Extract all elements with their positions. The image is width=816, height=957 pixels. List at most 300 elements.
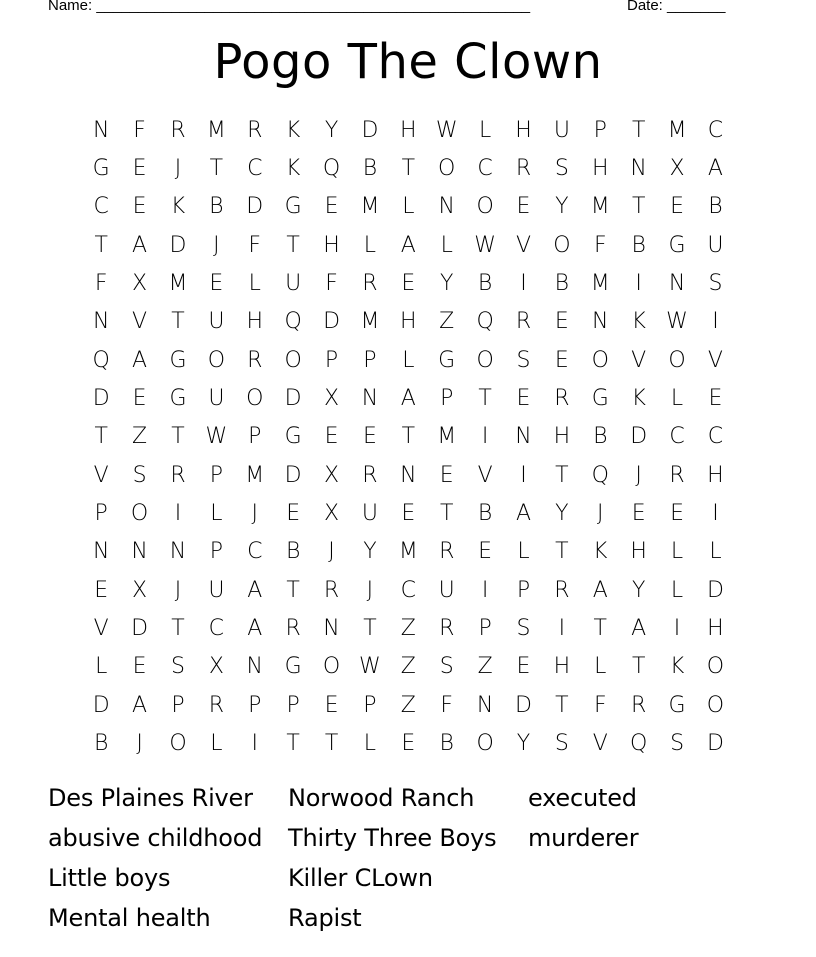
grid-cell: B: [477, 271, 493, 297]
grid-cell: T: [171, 616, 185, 642]
grid-cell: P: [516, 577, 531, 603]
grid-cell: D: [515, 692, 532, 718]
grid-cell: Q: [322, 156, 341, 182]
grid-cell: I: [635, 271, 642, 297]
grid-cell: T: [171, 424, 185, 450]
grid-cell: A: [400, 386, 416, 412]
grid-cell: R: [439, 539, 455, 565]
grid-cell: E: [324, 424, 339, 450]
grid-cell: A: [592, 577, 608, 603]
grid-cell: D: [92, 692, 110, 718]
grid-cell: E: [132, 156, 147, 182]
grid-cell: O: [322, 654, 341, 680]
grid-cell: E: [631, 501, 646, 527]
grid-cell: N: [361, 386, 379, 412]
grid-cell: V: [631, 347, 647, 373]
grid-cell: A: [247, 577, 263, 603]
grid-cell: B: [708, 194, 723, 220]
grid-cell: S: [132, 462, 147, 488]
grid-cell: G: [169, 386, 187, 412]
grid-cell: R: [170, 117, 186, 143]
worksheet-header: [48, 0, 748, 20]
grid-cell: C: [400, 577, 416, 603]
grid-cell: M: [245, 462, 265, 488]
grid-cell: C: [247, 539, 263, 565]
grid-cell: K: [631, 386, 646, 412]
grid-cell: E: [132, 386, 147, 412]
grid-cell: E: [401, 271, 416, 297]
grid-cell: A: [132, 692, 148, 718]
grid-cell: K: [669, 654, 685, 680]
grid-cell: Q: [630, 731, 648, 757]
grid-cell: Y: [631, 577, 646, 603]
grid-cell: T: [439, 501, 454, 527]
grid-cell: I: [712, 309, 719, 335]
grid-cell: L: [670, 386, 684, 412]
grid-cell: R: [247, 347, 263, 373]
grid-cell: U: [208, 309, 225, 335]
grid-cell: M: [667, 117, 687, 143]
grid-cell: P: [593, 117, 607, 143]
grid-cell: H: [515, 117, 532, 143]
grid-cell: O: [553, 232, 571, 258]
grid-cell: R: [515, 309, 532, 335]
grid-cell: I: [174, 501, 182, 527]
grid-cell: T: [631, 194, 646, 220]
grid-cell: U: [361, 501, 378, 527]
grid-cell: N: [92, 309, 110, 335]
name-field-label: Name: ____________________________________________________: [48, 0, 531, 14]
grid-cell: V: [707, 347, 723, 373]
grid-cell: T: [209, 156, 224, 182]
word-list-item: Des Plaines River: [48, 784, 253, 812]
grid-cell: O: [591, 347, 609, 373]
grid-cell: I: [251, 731, 258, 757]
grid-cell: C: [669, 424, 685, 450]
grid-cell: N: [515, 424, 532, 450]
grid-cell: Z: [439, 309, 455, 335]
word-list-item: Killer CLown: [288, 864, 433, 892]
grid-cell: E: [362, 424, 377, 450]
grid-cell: R: [208, 692, 225, 718]
grid-cell: K: [285, 156, 301, 182]
grid-cell: N: [169, 539, 187, 565]
grid-cell: G: [591, 386, 609, 412]
grid-cell: M: [168, 271, 188, 297]
grid-cell: X: [324, 501, 340, 527]
grid-cell: P: [363, 692, 377, 718]
grid-cell: Q: [92, 347, 110, 373]
grid-cell: L: [363, 731, 377, 757]
grid-cell: G: [169, 347, 187, 373]
grid-cell: E: [516, 194, 531, 220]
grid-cell: W: [205, 424, 228, 450]
grid-cell: B: [93, 731, 109, 757]
grid-cell: R: [362, 271, 378, 297]
grid-cell: N: [630, 156, 647, 182]
grid-cell: T: [555, 539, 569, 565]
grid-cell: D: [284, 462, 302, 488]
grid-cell: V: [132, 309, 148, 335]
grid-cell: K: [593, 539, 608, 565]
grid-cell: V: [477, 462, 493, 488]
grid-cell: U: [438, 577, 455, 603]
grid-cell: O: [438, 156, 456, 182]
grid-cell: O: [207, 347, 226, 373]
grid-cell: H: [400, 309, 417, 335]
grid-cell: P: [171, 692, 185, 718]
grid-cell: J: [136, 731, 143, 757]
grid-cell: G: [284, 424, 302, 450]
grid-cell: T: [171, 309, 185, 335]
grid-cell: V: [515, 232, 532, 258]
grid-cell: Z: [132, 424, 148, 450]
grid-cell: B: [439, 731, 454, 757]
grid-cell: N: [476, 692, 494, 718]
grid-cell: I: [520, 271, 527, 297]
grid-cell: O: [130, 501, 149, 527]
grid-cell: M: [360, 194, 380, 220]
grid-cell: E: [324, 194, 339, 220]
grid-cell: U: [285, 271, 302, 297]
grid-cell: R: [247, 117, 263, 143]
grid-cell: N: [246, 654, 263, 680]
word-list-item: abusive childhood: [48, 824, 263, 852]
grid-cell: D: [169, 232, 187, 258]
grid-cell: J: [366, 577, 374, 603]
grid-cell: T: [555, 462, 569, 488]
grid-cell: M: [437, 424, 457, 450]
grid-cell: K: [170, 194, 186, 220]
grid-cell: T: [401, 156, 416, 182]
grid-cell: D: [246, 194, 264, 220]
grid-cell: B: [209, 194, 224, 220]
grid-cell: Y: [439, 271, 454, 297]
word-list-item: Thirty Three Boys: [288, 824, 497, 852]
grid-cell: L: [440, 232, 453, 258]
grid-cell: A: [132, 347, 148, 373]
grid-cell: S: [516, 347, 531, 373]
grid-cell: L: [594, 654, 607, 680]
grid-cell: Y: [555, 194, 569, 220]
grid-cell: H: [323, 232, 340, 258]
grid-cell: B: [362, 156, 378, 182]
grid-cell: A: [400, 232, 416, 258]
grid-cell: M: [206, 117, 226, 143]
grid-cell: T: [363, 616, 377, 642]
grid-cell: A: [132, 232, 148, 258]
grid-cell: E: [401, 731, 416, 757]
grid-cell: W: [359, 654, 381, 680]
grid-cell: K: [631, 309, 646, 335]
grid-cell: A: [631, 616, 647, 642]
grid-cell: P: [209, 462, 223, 488]
grid-cell: D: [284, 386, 302, 412]
grid-cell: P: [209, 539, 223, 565]
grid-cell: B: [593, 424, 608, 450]
grid-cell: P: [324, 347, 339, 373]
grid-cell: H: [592, 156, 609, 182]
grid-cell: F: [440, 692, 454, 718]
grid-cell: M: [590, 271, 610, 297]
grid-cell: S: [516, 616, 531, 642]
grid-cell: N: [92, 117, 110, 143]
word-list: [48, 778, 768, 948]
date-field-label: Date: _______: [627, 0, 726, 14]
grid-cell: L: [95, 654, 108, 680]
grid-cell: W: [435, 117, 458, 143]
grid-cell: P: [363, 347, 377, 373]
grid-cell: T: [324, 731, 339, 757]
grid-cell: H: [707, 462, 724, 488]
grid-cell: F: [593, 692, 607, 718]
grid-cell: D: [706, 577, 724, 603]
grid-cell: G: [438, 347, 456, 373]
grid-cell: L: [402, 347, 415, 373]
grid-cell: E: [516, 654, 531, 680]
grid-cell: T: [94, 232, 108, 258]
grid-cell: O: [169, 731, 187, 757]
grid-cell: O: [668, 347, 686, 373]
grid-cell: D: [706, 731, 724, 757]
grid-cell: E: [554, 347, 569, 373]
grid-cell: D: [323, 309, 341, 335]
grid-cell: A: [707, 156, 723, 182]
grid-cell: F: [593, 232, 607, 258]
grid-cell: C: [93, 194, 109, 220]
grid-cell: U: [208, 386, 225, 412]
grid-cell: Z: [477, 654, 493, 680]
grid-cell: R: [285, 616, 301, 642]
grid-cell: V: [93, 462, 109, 488]
grid-cell: E: [132, 194, 147, 220]
grid-cell: I: [520, 462, 527, 488]
grid-cell: T: [631, 654, 646, 680]
grid-cell: S: [170, 654, 185, 680]
grid-cell: C: [707, 424, 724, 450]
grid-cell: H: [707, 616, 724, 642]
grid-cell: Q: [476, 309, 494, 335]
grid-cell: L: [402, 194, 415, 220]
grid-cell: Y: [516, 731, 531, 757]
grid-cell: N: [438, 194, 455, 220]
grid-cell: G: [284, 654, 302, 680]
page-title: Pogo The Clown: [213, 34, 603, 90]
grid-cell: P: [248, 692, 262, 718]
grid-cell: E: [132, 654, 147, 680]
grid-cell: U: [208, 577, 225, 603]
grid-cell: E: [209, 271, 224, 297]
grid-cell: V: [93, 616, 109, 642]
grid-cell: E: [554, 309, 569, 335]
word-list-item: executed: [528, 784, 637, 812]
grid-cell: Z: [400, 616, 416, 642]
grid-cell: D: [92, 386, 110, 412]
grid-cell: H: [553, 424, 571, 450]
grid-cell: L: [670, 539, 684, 565]
grid-cell: L: [517, 539, 530, 565]
grid-cell: F: [133, 117, 146, 143]
grid-cell: O: [246, 386, 264, 412]
grid-cell: N: [668, 271, 686, 297]
grid-cell: J: [213, 232, 220, 258]
grid-cell: P: [286, 692, 300, 718]
grid-cell: H: [630, 539, 647, 565]
grid-cell: F: [94, 271, 108, 297]
grid-cell: F: [325, 271, 338, 297]
grid-cell: H: [400, 117, 417, 143]
grid-cell: L: [363, 232, 377, 258]
grid-cell: L: [478, 117, 492, 143]
grid-cell: S: [670, 731, 685, 757]
grid-cell: G: [668, 232, 686, 258]
grid-cell: R: [669, 462, 685, 488]
grid-cell: Q: [284, 309, 302, 335]
grid-cell: R: [554, 577, 570, 603]
grid-cell: W: [474, 232, 496, 258]
grid-cell: B: [631, 232, 646, 258]
grid-cell: N: [323, 616, 340, 642]
grid-cell: X: [208, 654, 224, 680]
grid-cell: E: [708, 386, 723, 412]
grid-cell: T: [286, 731, 300, 757]
grid-cell: T: [593, 616, 607, 642]
grid-cell: Z: [400, 692, 416, 718]
grid-cell: R: [323, 577, 340, 603]
grid-cell: M: [398, 539, 418, 565]
grid-cell: E: [478, 539, 493, 565]
grid-cell: K: [285, 117, 301, 143]
grid-cell: O: [706, 692, 725, 718]
grid-cell: L: [709, 539, 722, 565]
grid-cell: C: [707, 117, 724, 143]
grid-cell: J: [174, 577, 182, 603]
letter-grid: [82, 111, 735, 763]
grid-cell: X: [132, 271, 148, 297]
grid-cell: C: [247, 156, 263, 182]
grid-cell: R: [515, 156, 532, 182]
grid-cell: V: [592, 731, 608, 757]
grid-cell: L: [248, 271, 261, 297]
grid-cell: R: [554, 386, 570, 412]
grid-cell: I: [481, 577, 489, 603]
grid-cell: H: [553, 654, 571, 680]
grid-cell: A: [515, 501, 532, 527]
grid-cell: D: [361, 117, 379, 143]
grid-cell: S: [439, 654, 454, 680]
grid-cell: T: [286, 577, 300, 603]
grid-cell: L: [210, 731, 223, 757]
grid-cell: I: [673, 616, 681, 642]
grid-cell: P: [478, 616, 492, 642]
grid-cell: E: [286, 501, 301, 527]
grid-cell: E: [670, 501, 684, 527]
grid-cell: P: [248, 424, 262, 450]
grid-cell: E: [324, 692, 339, 718]
grid-cell: R: [439, 616, 455, 642]
grid-cell: G: [92, 156, 110, 182]
grid-cell: U: [553, 117, 570, 143]
grid-cell: X: [132, 577, 148, 603]
grid-cell: C: [477, 156, 493, 182]
grid-cell: E: [439, 462, 454, 488]
grid-cell: S: [708, 271, 723, 297]
word-list-item: Norwood Ranch: [288, 784, 475, 812]
grid-cell: U: [707, 232, 724, 258]
grid-cell: G: [668, 692, 686, 718]
word-list-item: Little boys: [48, 864, 171, 892]
grid-cell: X: [669, 156, 685, 182]
grid-cell: T: [401, 424, 416, 450]
grid-cell: Q: [591, 462, 609, 488]
grid-cell: J: [635, 462, 642, 488]
grid-cell: T: [555, 692, 569, 718]
grid-cell: D: [131, 616, 149, 642]
grid-cell: N: [592, 309, 609, 335]
grid-cell: N: [92, 539, 110, 565]
grid-cell: T: [286, 232, 300, 258]
grid-cell: R: [170, 462, 186, 488]
grid-cell: Y: [324, 117, 339, 143]
grid-cell: O: [706, 654, 725, 680]
word-list-item: murderer: [528, 824, 639, 852]
grid-cell: E: [94, 577, 109, 603]
grid-cell: C: [208, 616, 225, 642]
grid-cell: O: [284, 347, 302, 373]
grid-cell: O: [476, 194, 494, 220]
grid-cell: I: [712, 501, 719, 527]
grid-cell: B: [477, 501, 493, 527]
grid-cell: O: [476, 347, 494, 373]
grid-cell: E: [516, 386, 531, 412]
grid-cell: G: [284, 194, 302, 220]
grid-cell: B: [285, 539, 301, 565]
grid-cell: M: [360, 309, 380, 335]
grid-cell: T: [94, 424, 108, 450]
grid-cell: Y: [555, 501, 569, 527]
grid-cell: L: [670, 577, 684, 603]
grid-cell: L: [210, 501, 223, 527]
grid-cell: P: [94, 501, 108, 527]
grid-cell: T: [631, 117, 646, 143]
grid-cell: T: [478, 386, 492, 412]
grid-cell: A: [247, 616, 263, 642]
grid-cell: R: [362, 462, 378, 488]
grid-cell: R: [631, 692, 647, 718]
grid-cell: I: [558, 616, 566, 642]
grid-cell: I: [481, 424, 489, 450]
grid-cell: B: [554, 271, 570, 297]
grid-cell: M: [590, 194, 610, 220]
grid-cell: J: [597, 501, 604, 527]
grid-cell: J: [328, 539, 335, 565]
word-list-item: Rapist: [288, 904, 362, 932]
grid-cell: O: [476, 731, 494, 757]
word-list-item: Mental health: [48, 904, 211, 932]
grid-cell: W: [666, 309, 688, 335]
grid-cell: J: [251, 501, 258, 527]
grid-cell: S: [554, 156, 569, 182]
grid-cell: S: [554, 731, 569, 757]
grid-cell: E: [401, 501, 416, 527]
grid-cell: E: [670, 194, 684, 220]
grid-cell: D: [630, 424, 648, 450]
grid-cell: X: [324, 462, 340, 488]
grid-cell: N: [131, 539, 148, 565]
grid-cell: J: [174, 156, 182, 182]
grid-cell: X: [324, 386, 340, 412]
grid-cell: N: [400, 462, 417, 488]
